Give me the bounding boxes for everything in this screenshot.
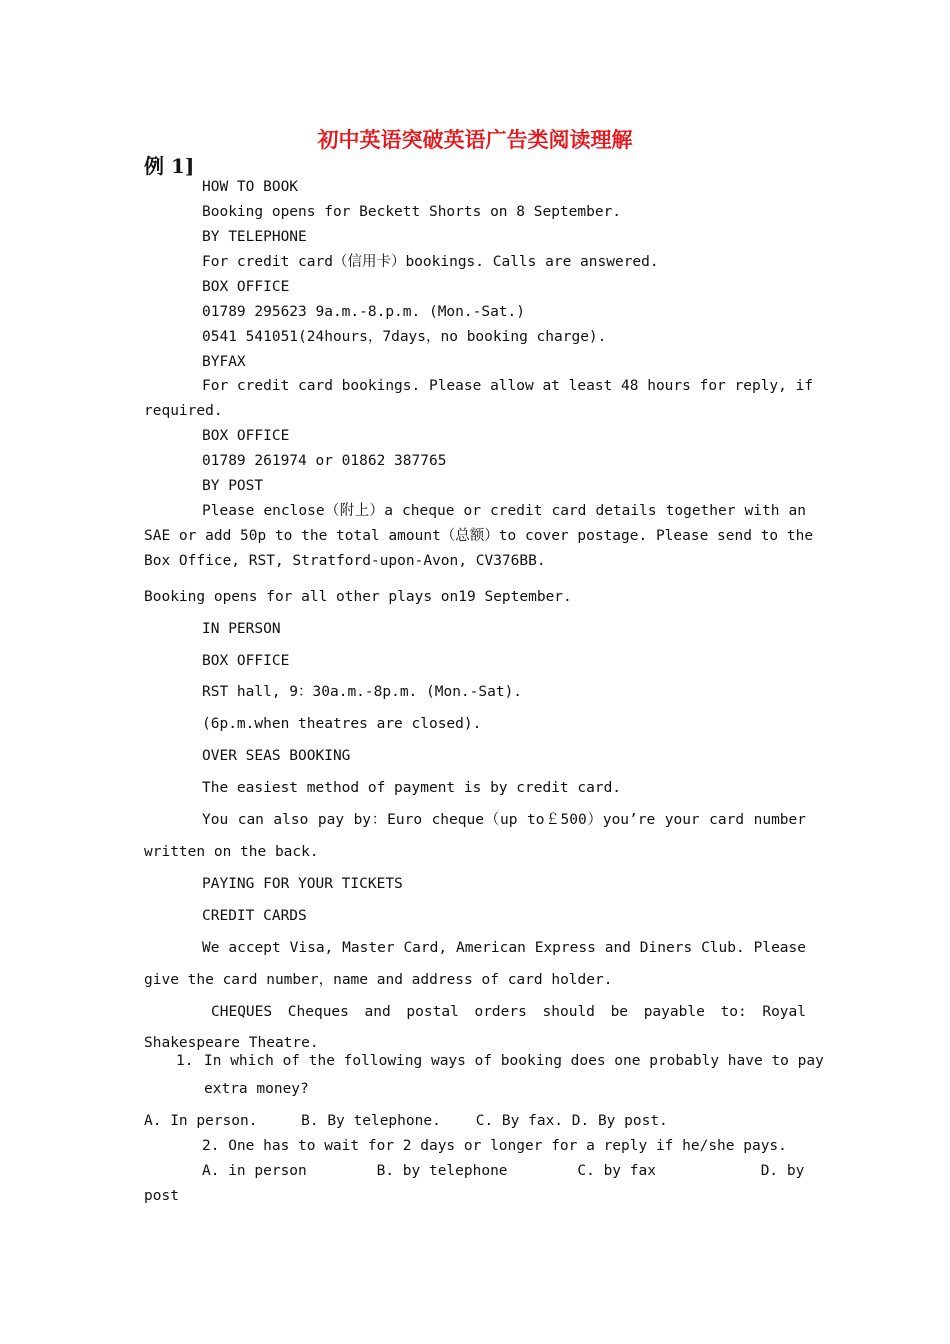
answer-options: A. in person B. by telephone C. by fax D. by	[202, 1163, 805, 1179]
text-line: RST hall, 9：30a.m.-8p.m. (Mon.-Sat).	[202, 684, 523, 700]
text-line: We accept Visa, Master Card, American Express and Diners Club. Please	[202, 940, 806, 956]
text-line: BOX OFFICE	[202, 653, 290, 669]
text-line: 01789 261974 or 01862 387765	[202, 453, 447, 469]
text-line: required.	[144, 403, 223, 419]
text-line: OVER SEAS BOOKING	[202, 748, 351, 764]
question-number: 1.	[176, 1053, 194, 1069]
document-title: 初中英语突破英语广告类阅读理解	[317, 127, 633, 152]
text-line: (6p.m.when theatres are closed).	[202, 716, 482, 732]
text-line: 01789 295623 9a.m.-8.p.m. (Mon.-Sat.)	[202, 304, 526, 320]
text-line: written on the back.	[144, 844, 319, 860]
text-line: Please enclose（附上）a cheque or credit card details together with an	[202, 503, 806, 519]
text-line: HOW TO BOOK	[202, 179, 299, 195]
text-line: 0541 541051(24hours，7days，no booking charge).	[202, 329, 607, 345]
text-line: BY POST	[202, 478, 264, 494]
text-line: SAE or add 50p to the total amount（总额）to cover postage. Please send to the	[144, 528, 814, 544]
question-text: 2. One has to wait for 2 days or longer for a reply if he/she pays.	[202, 1138, 787, 1154]
text-line: CHEQUES Cheques and postal orders should be payable to: Royal	[211, 1004, 806, 1020]
text-line: For credit card（信用卡）bookings. Calls are answered.	[202, 254, 659, 270]
text-line: BOX OFFICE	[202, 428, 290, 444]
text-line: You can also pay by：Euro cheque（up to￡500）you’re your card number	[202, 812, 806, 828]
text-line: For credit card bookings. Please allow at least 48 hours for reply, if	[202, 378, 814, 394]
text-line: BYFAX	[202, 354, 246, 370]
text-line: BOX OFFICE	[202, 279, 290, 295]
text-line: Booking opens for all other plays on19 September.	[144, 589, 572, 605]
text-line: IN PERSON	[202, 621, 281, 637]
text-line: Booking opens for Beckett Shorts on 8 September.	[202, 204, 622, 220]
text-line: The easiest method of payment is by credit card.	[202, 780, 622, 796]
text-line: Shakespeare Theatre.	[144, 1035, 319, 1051]
text-line: CREDIT CARDS	[202, 908, 307, 924]
text-line: give the card number，name and address of card holder.	[144, 972, 613, 988]
text-line: PAYING FOR YOUR TICKETS	[202, 876, 403, 892]
question-text: In which of the following ways of booking does one probably have to pay	[204, 1053, 824, 1069]
answer-options: A. In person. B. By telephone. C. By fax. D. By post.	[144, 1113, 668, 1129]
question-text: extra money?	[204, 1081, 309, 1097]
text-line: Box Office, RST, Stratford-upon-Avon, CV376BB.	[144, 553, 546, 569]
example-label: 例 1]	[144, 154, 195, 178]
answer-options: post	[144, 1188, 179, 1204]
text-line: BY TELEPHONE	[202, 229, 307, 245]
